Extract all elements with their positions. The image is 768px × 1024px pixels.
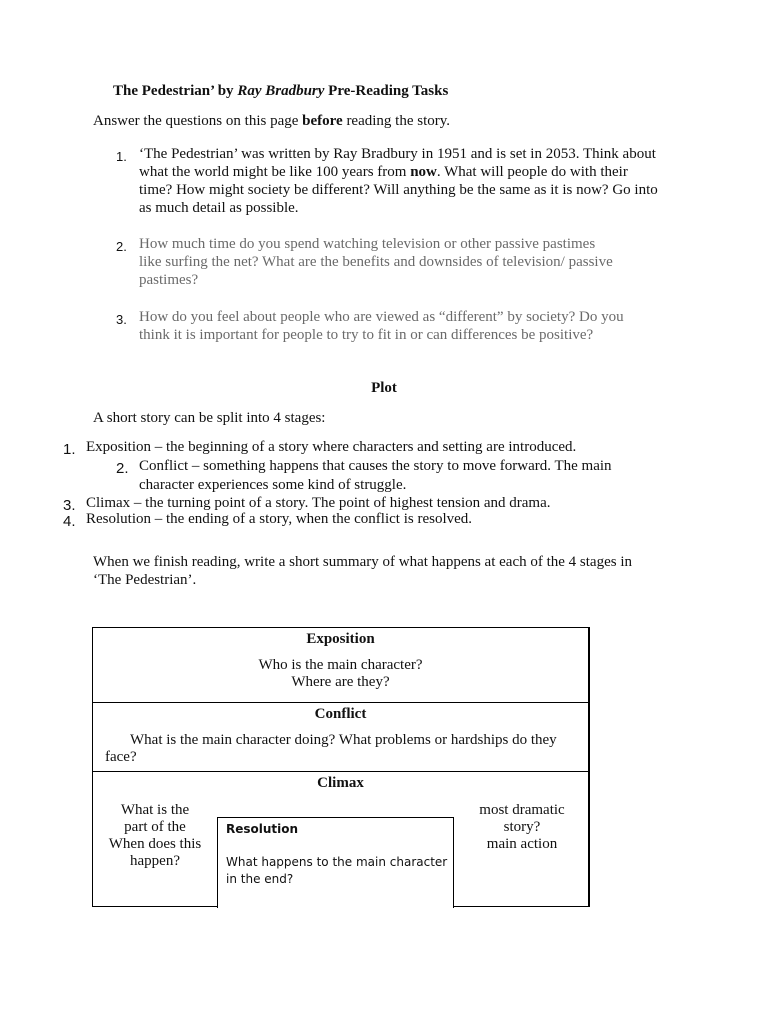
- question-1-emphasis: now: [410, 164, 437, 180]
- title-part2: Pre-Reading Tasks: [324, 83, 449, 99]
- row-divider: [93, 702, 588, 703]
- question-1-number: 1.: [116, 149, 127, 164]
- stage-2-text-cont: character experiences some kind of struggle.: [139, 477, 407, 493]
- question-1-line: [139, 163, 684, 181]
- stage-2-text: Conflict – something happens that causes the story to move forward. The main: [139, 458, 612, 474]
- resolution-box: [217, 817, 454, 908]
- question-3: [139, 308, 684, 344]
- climax-prompt-left: [93, 802, 217, 870]
- climax-text: part of the: [124, 819, 186, 835]
- exposition-question: Where are they?: [291, 674, 390, 690]
- climax-heading: Climax: [317, 775, 364, 791]
- title-part1: The Pedestrian’ by: [113, 83, 238, 99]
- instructions-text: Answer the questions on this page: [93, 113, 303, 129]
- stage-1-text: Exposition – the beginning of a story where characters and setting are introduced.: [86, 439, 577, 455]
- climax-text: most dramatic: [479, 802, 565, 818]
- stage-3-number: 3.: [63, 497, 76, 514]
- instructions: [93, 113, 450, 130]
- climax-text: What is the: [120, 802, 190, 818]
- resolution-heading: Resolution: [226, 822, 299, 836]
- conflict-question: face?: [105, 749, 137, 765]
- question-1: [139, 145, 684, 217]
- question-1-text: . What will people do with their: [436, 164, 628, 180]
- question-2: [139, 235, 684, 289]
- exposition-prompt: [93, 657, 588, 691]
- stage-4-number: 4.: [63, 513, 76, 530]
- title-author: Ray Bradbury: [237, 83, 325, 99]
- conflict-question: What is the main character doing? What problems or hardships do they: [130, 732, 557, 748]
- instructions-text-end: reading the story.: [342, 113, 451, 129]
- question-2-line: like surfing the net? What are the benefits and downsides of television/ passive: [139, 254, 613, 270]
- conflict-prompt: [105, 732, 585, 766]
- climax-text: happen?: [130, 853, 180, 869]
- page-title: [113, 83, 448, 100]
- climax-text: main action: [486, 836, 558, 852]
- question-1-line: as much detail as possible.: [139, 200, 299, 216]
- question-2-line: pastimes?: [139, 272, 199, 288]
- question-1-line: ‘The Pedestrian’ was written by Ray Bradbury in 1951 and is set in 2053. Think about: [139, 146, 656, 162]
- resolution-prompt: [226, 854, 451, 888]
- stage-1-number: 1.: [63, 441, 76, 458]
- exposition-heading: Exposition: [306, 631, 375, 647]
- stage-4-text: Resolution – the ending of a story, when the conflict is resolved.: [86, 511, 473, 527]
- summary-line: When we finish reading, write a short summary of what happens at each of the 4 stages in: [93, 554, 633, 570]
- exposition-question: Who is the main character?: [258, 657, 423, 673]
- question-3-number: 3.: [116, 312, 127, 327]
- plot-stages-table: [92, 627, 590, 907]
- question-1-line: time? How might society be different? Will anything be the same as it is now? Go into: [139, 182, 658, 198]
- climax-text: story?: [503, 819, 541, 835]
- question-3-line: think it is important for people to try to fit in or can differences be positive?: [139, 327, 594, 343]
- instructions-emphasis: before: [302, 113, 343, 129]
- question-1-text: what the world might be like 100 years from: [139, 164, 411, 180]
- question-2-number: 2.: [116, 239, 127, 254]
- conflict-heading: Conflict: [314, 706, 367, 722]
- resolution-question: What happens to the main character: [226, 855, 448, 869]
- stage-2-number: 2.: [116, 460, 129, 477]
- row-divider: [93, 771, 588, 772]
- climax-text: When does this: [108, 836, 202, 852]
- summary-line: ‘The Pedestrian’.: [93, 572, 197, 588]
- plot-heading: Plot: [371, 380, 397, 396]
- question-3-line: How do you feel about people who are viewed as “different” by society? Do you: [139, 309, 624, 325]
- stage-3-text: Climax – the turning point of a story. The point of highest tension and drama.: [86, 495, 551, 511]
- climax-prompt-right: [454, 802, 590, 853]
- summary-instructions: [93, 553, 673, 589]
- question-2-line: How much time do you spend watching television or other passive pastimes: [139, 236, 596, 252]
- resolution-question: in the end?: [226, 872, 294, 886]
- plot-intro: A short story can be split into 4 stages:: [93, 410, 326, 426]
